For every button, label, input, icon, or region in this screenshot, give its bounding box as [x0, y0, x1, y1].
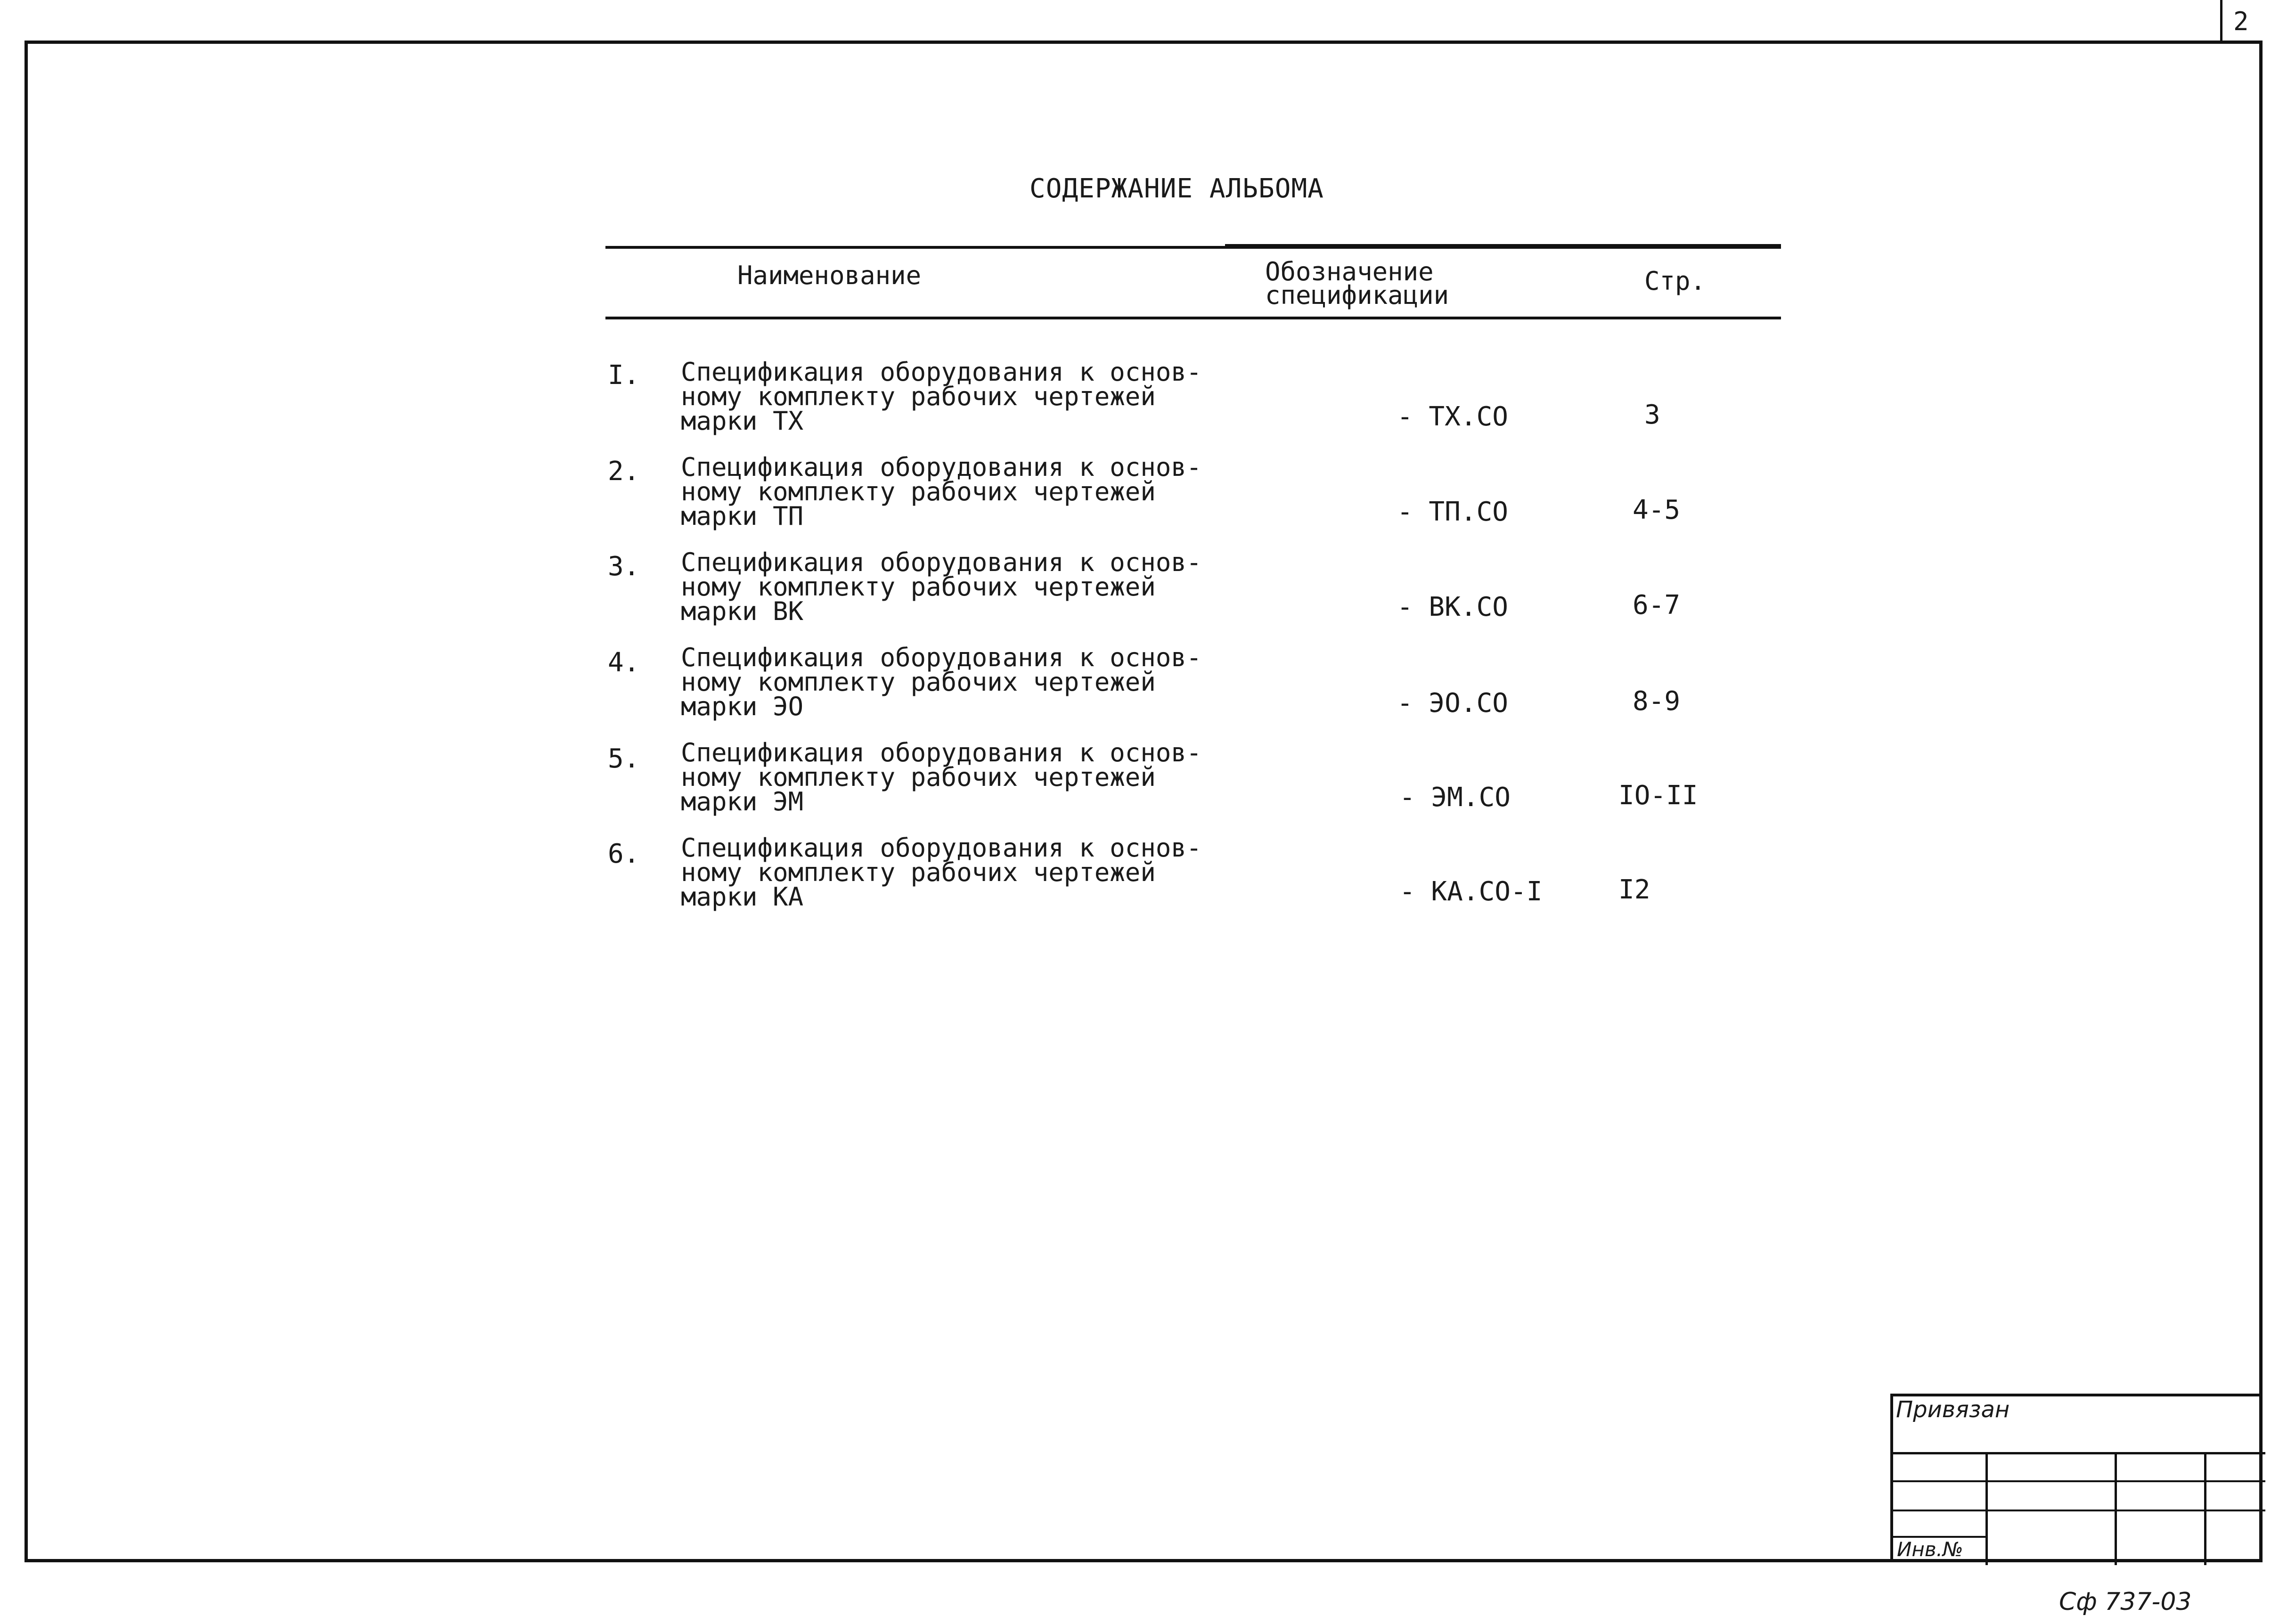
row-name-line1: Спецификация оборудования к основ- [681, 643, 1202, 672]
header-designation-line1: Обозначение [1265, 257, 1434, 286]
document-code: Сф 737-03 [2059, 1588, 2192, 1616]
header-designation [1265, 257, 1449, 310]
row-page: 4-5 [1633, 495, 1681, 525]
row-name-line1: Спецификация оборудования к основ- [681, 738, 1202, 767]
row-page: IO-II [1618, 780, 1698, 811]
row-name-line3: марки КА [681, 882, 804, 912]
row-name-line3: марки ТП [681, 501, 804, 531]
title-stamp [1890, 1394, 2263, 1562]
row-name [681, 547, 1246, 626]
stamp-rule-3 [1893, 1510, 2265, 1511]
header-name: Наименование [737, 261, 922, 290]
stamp-bound-label: Привязан [1896, 1396, 2010, 1423]
header-top-rule-right [1225, 244, 1781, 247]
row-page: 8-9 [1633, 686, 1681, 717]
row-name [681, 452, 1246, 531]
row-name-line2: ному комплекту рабочих чертежей [681, 382, 1156, 411]
stamp-col-1 [1985, 1452, 1988, 1565]
row-page: 6-7 [1633, 590, 1681, 620]
row-name-line2: ному комплекту рабочих чертежей [681, 572, 1156, 602]
row-page: I2 [1618, 874, 1650, 905]
row-name-line2: ному комплекту рабочих чертежей [681, 762, 1156, 792]
row-code: - ЭО.СО [1397, 688, 1509, 718]
row-number: I. [608, 360, 640, 391]
row-code: - ВК.СО [1397, 592, 1509, 622]
row-name-line3: марки ВК [681, 596, 804, 626]
row-code: - ТХ.СО [1397, 401, 1509, 432]
row-number: 2. [608, 456, 640, 487]
stamp-col-2 [2115, 1452, 2117, 1565]
row-page: 3 [1644, 400, 1660, 430]
row-name-line3: марки ЭМ [681, 787, 804, 816]
row-name [681, 357, 1246, 436]
row-code: - ЭМ.СО [1399, 782, 1511, 813]
row-name-line1: Спецификация оборудования к основ- [681, 357, 1202, 387]
row-number: 6. [608, 839, 640, 869]
row-name [681, 645, 1246, 719]
row-number: 5. [608, 743, 640, 774]
stamp-rule-1 [1893, 1452, 2265, 1454]
row-name-line3: марки ЭО [681, 692, 804, 721]
row-name-line2: ному комплекту рабочих чертежей [681, 857, 1156, 887]
row-code: - КА.СО-I [1399, 876, 1543, 907]
row-name-line1: Спецификация оборудования к основ- [681, 833, 1202, 863]
row-name [681, 833, 1246, 912]
header-designation-line2: спецификации [1265, 280, 1449, 310]
stamp-col-3 [2204, 1452, 2206, 1565]
row-number: 3. [608, 551, 640, 582]
row-name-line3: марки ТХ [681, 406, 804, 436]
sheet-number: 2 [2233, 7, 2249, 36]
stamp-rule-2 [1893, 1480, 2265, 1482]
header-bottom-rule [605, 317, 1781, 319]
header-page: Стр. [1644, 266, 1706, 296]
row-name-line2: ному комплекту рабочих чертежей [681, 477, 1156, 506]
row-name-line1: Спецификация оборудования к основ- [681, 547, 1202, 577]
page-title: СОДЕРЖАНИЕ АЛЬБОМА [1029, 173, 1324, 204]
stamp-inv-label: Инв.№ [1897, 1538, 1963, 1561]
row-name [681, 738, 1246, 816]
row-name-line1: Спецификация оборудования к основ- [681, 452, 1202, 482]
row-name-line2: ному комплекту рабочих чертежей [681, 667, 1156, 697]
row-number: 4. [608, 647, 640, 678]
row-code: - ТП.СО [1397, 497, 1509, 527]
